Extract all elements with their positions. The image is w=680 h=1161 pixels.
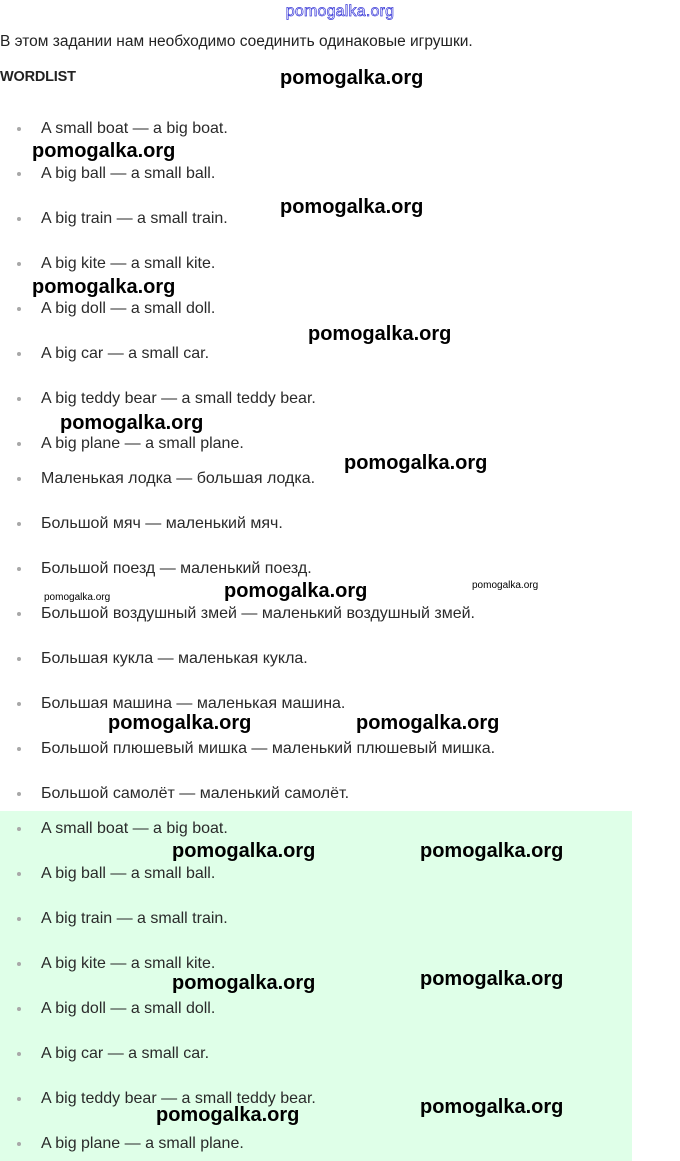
watermark: pomogalka.org <box>60 412 204 434</box>
bullet-icon <box>17 962 21 966</box>
site-header-logo[interactable]: pomogalka.org <box>285 3 395 20</box>
watermark: pomogalka.org <box>344 452 488 474</box>
watermark: pomogalka.org <box>356 712 500 734</box>
list-item: A big plane — a small plane. <box>0 433 620 457</box>
bullet-icon <box>17 702 21 706</box>
bullet-icon <box>17 352 21 356</box>
list-item: A big doll — a small doll. <box>0 998 620 1022</box>
bullet-icon <box>17 792 21 796</box>
list-item: Большой самолёт — маленький самолёт. <box>0 783 620 807</box>
bullet-icon <box>17 612 21 616</box>
bullet-icon <box>17 1097 21 1101</box>
bullet-icon <box>17 917 21 921</box>
list-item: Большая машина — маленькая машина. <box>0 693 620 717</box>
list-item: Большой воздушный змей — маленький воздушный змей. <box>0 603 620 627</box>
list-item: A big teddy bear — a small teddy bear. <box>0 1088 620 1112</box>
list-item: A big plane — a small plane. <box>0 1133 620 1157</box>
list-item: A big train — a small train. <box>0 208 620 232</box>
list-item: A small boat — a big boat. <box>0 118 620 142</box>
list-item: A big kite — a small kite. <box>0 953 620 977</box>
bullet-icon <box>17 522 21 526</box>
bullet-icon <box>17 1052 21 1056</box>
bullet-icon <box>17 477 21 481</box>
bullet-icon <box>17 747 21 751</box>
list-item: Большая кукла — маленькая кукла. <box>0 648 620 672</box>
bullet-icon <box>17 567 21 571</box>
watermark: pomogalka.org <box>172 972 316 994</box>
list-item: A big ball — a small ball. <box>0 863 620 887</box>
list-item: A big car — a small car. <box>0 1043 620 1067</box>
bullet-icon <box>17 442 21 446</box>
bullet-icon <box>17 827 21 831</box>
watermark: pomogalka.org <box>32 140 176 162</box>
bullet-icon <box>17 657 21 661</box>
bullet-icon <box>17 872 21 876</box>
watermark: pomogalka.org <box>308 323 452 345</box>
list-item: A big car — a small car. <box>0 343 620 367</box>
bullet-icon <box>17 172 21 176</box>
bullet-icon <box>17 397 21 401</box>
watermark: pomogalka.org <box>472 580 539 591</box>
watermark: pomogalka.org <box>280 196 424 218</box>
watermark: pomogalka.org <box>420 1096 564 1118</box>
watermark: pomogalka.org <box>224 580 368 602</box>
watermark: pomogalka.org <box>420 840 564 862</box>
list-item: Большой поезд — маленький поезд. <box>0 558 620 582</box>
list-item: A small boat — a big boat. <box>0 818 620 842</box>
list-item: A big kite — a small kite. <box>0 253 620 277</box>
list-item: A big doll — a small doll. <box>0 298 620 322</box>
bullet-icon <box>17 307 21 311</box>
watermark: pomogalka.org <box>44 592 111 603</box>
watermark: pomogalka.org <box>420 968 564 990</box>
watermark: pomogalka.org <box>280 67 424 89</box>
bullet-icon <box>17 1142 21 1146</box>
list-item: A big teddy bear — a small teddy bear. <box>0 388 620 412</box>
list-item: Большой мяч — маленький мяч. <box>0 513 620 537</box>
bullet-icon <box>17 262 21 266</box>
list-item: Маленькая лодка — большая лодка. <box>0 468 620 492</box>
watermark: pomogalka.org <box>108 712 252 734</box>
bullet-icon <box>17 127 21 131</box>
bullet-icon <box>17 1007 21 1011</box>
watermark: pomogalka.org <box>172 840 316 862</box>
wordlist-heading: WORDLIST <box>0 69 76 85</box>
list-item: Большой плюшевый мишка — маленький плюшевый мишка. <box>0 738 620 762</box>
watermark: pomogalka.org <box>156 1104 300 1126</box>
intro-text: В этом задании нам необходимо соединить одинаковые игрушки. <box>0 33 473 50</box>
bullet-icon <box>17 217 21 221</box>
watermark: pomogalka.org <box>32 276 176 298</box>
list-item: A big ball — a small ball. <box>0 163 620 187</box>
list-item: A big train — a small train. <box>0 908 620 932</box>
